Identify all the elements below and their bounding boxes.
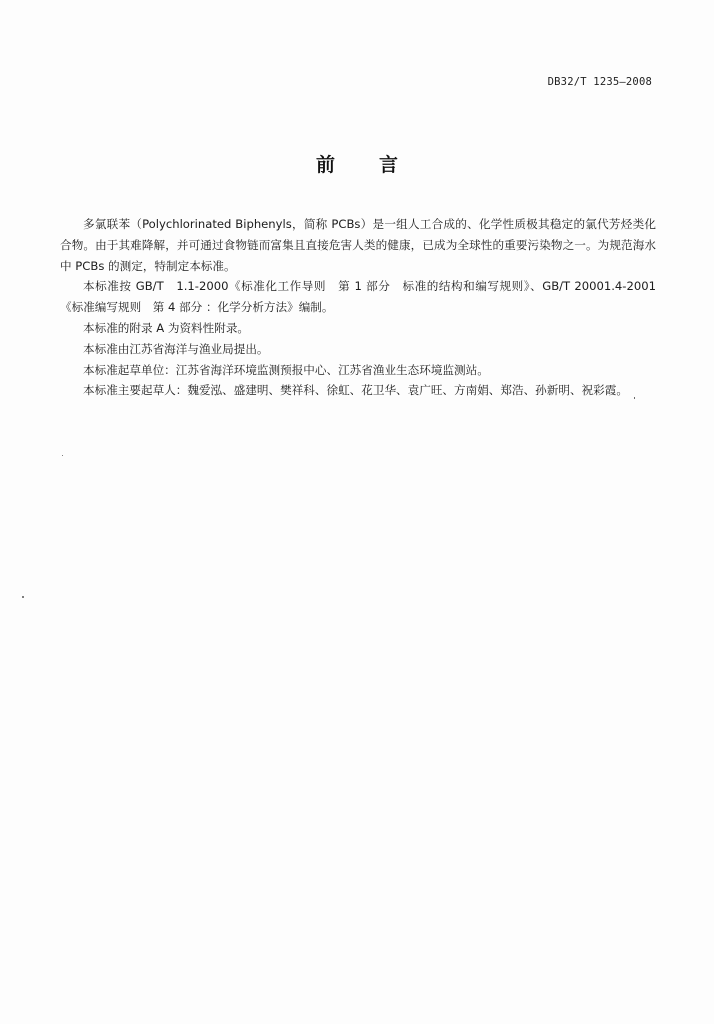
paragraph-appendix: 本标准的附录 A 为资料性附录。 <box>83 320 250 335</box>
scan-speck <box>634 397 635 399</box>
scan-speck <box>62 455 63 456</box>
page-title <box>0 150 714 177</box>
title-char-1: 前 <box>315 154 335 176</box>
paragraph-drafting-basis: 本标准按 GB/T 1.1-2000《标准化工作导则 第 1 部分 标准的结构和编写规则》、GB/T 20001.4-2001《标准编写规则 第 4 部分 ：化学分析方法》编制。 <box>60 279 656 315</box>
foreword-body <box>60 214 656 401</box>
paragraph-drafting-units: 本标准起草单位：江苏省海洋环境监测预报中心、江苏省渔业生态环境监测站。 <box>83 362 489 377</box>
standard-code: DB32/T 1235—2008 <box>547 76 652 88</box>
scan-speck <box>22 596 24 598</box>
paragraph-proposer: 本标准由江苏省海洋与渔业局提出。 <box>83 341 269 356</box>
paragraph-drafters: 本标准主要起草人：魏爱泓、盛建明、樊祥科、徐虹、花卫华、袁广旺、方南娟、郑浩、孙新明、祝彩霞。 <box>83 383 628 398</box>
paragraph-intro: 多氯联苯（Polychlorinated Biphenyls，简称 PCBs）是一组人工合成的、化学性质极其稳定的氯代芳烃类化合物。由于其难降解，并可通过食物链而富集且直接危害人类的健康，已成为全球性的重要污染物之一。为规范海水中 PCBs 的测定，特制定本标准。 <box>60 217 656 273</box>
title-char-2: 言 <box>379 154 399 176</box>
